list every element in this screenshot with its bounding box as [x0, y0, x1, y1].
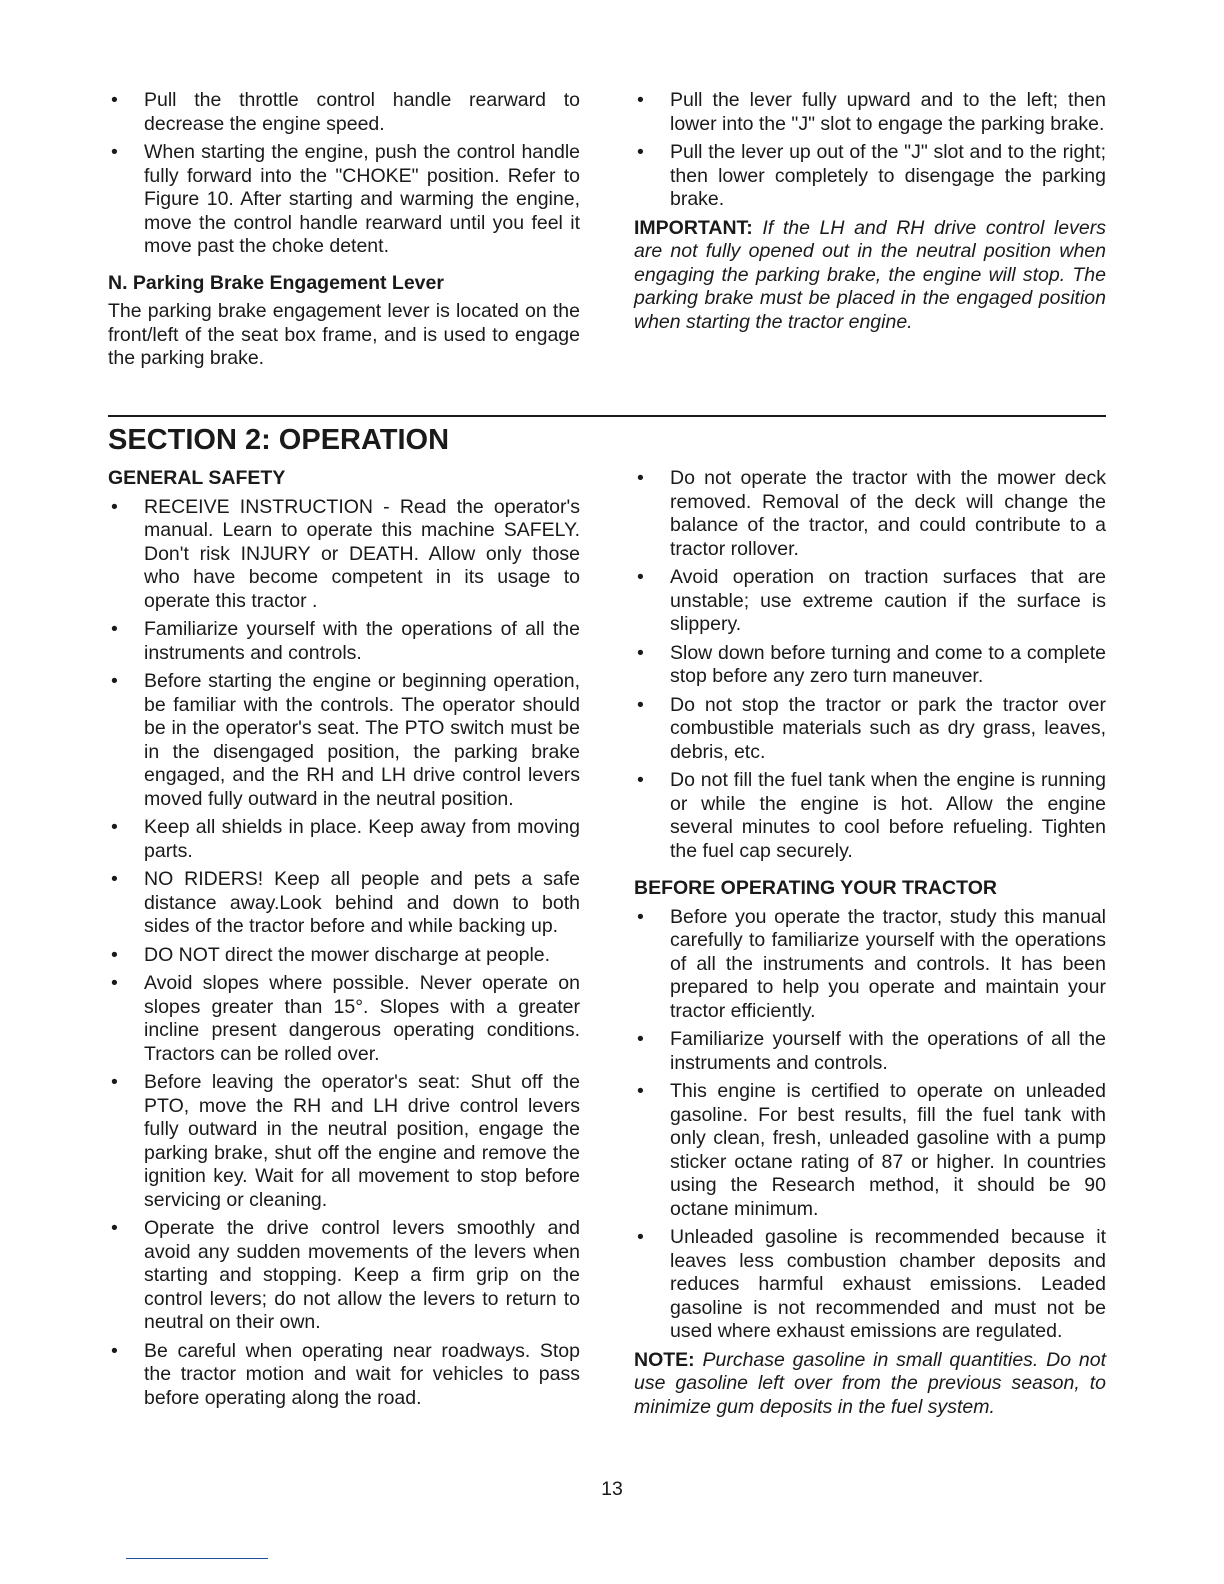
parking-brake-heading: N. Parking Brake Engagement Lever	[108, 271, 444, 294]
page-number: 13	[601, 1478, 623, 1500]
safety-continued-list	[634, 467, 1106, 863]
parking-brake-bullet-list	[634, 89, 1106, 212]
list-item: • Pull the lever fully upward and to the left; then lower into the "J" slot to engage the parking brake.	[634, 89, 1106, 136]
top-left-column	[108, 89, 580, 371]
list-item: • When starting the engine, push the control handle fully forward into the "CHOKE" position. Refer to Figure 10. After starting and warming the engine, move the control handle rearward until you feel it move past the choke detent.	[108, 141, 580, 259]
general-safety-heading: GENERAL SAFETY	[108, 467, 286, 489]
list-item: • Operate the drive control levers smoothly and avoid any sudden movements of the levers when starting and stopping. Keep a firm grip on the control levers; do not allow the levers to return to neutral on their own.	[108, 1217, 580, 1335]
list-item: • Unleaded gasoline is recommended because it leaves less combustion chamber deposits and reduces harmful exhaust emissions. Leaded gasoline is not recommended and must not be used where exhaust emissions are regulated.	[634, 1226, 1106, 1344]
list-item: • Slow down before turning and come to a complete stop before any zero turn maneuver.	[634, 642, 1106, 689]
list-item: • DO NOT direct the mower discharge at people.	[108, 944, 580, 968]
list-item: • Before you operate the tractor, study this manual carefully to familiarize yourself with the operations of all the instruments and controls. It has been prepared to help you operate and maintain your tractor efficiently.	[634, 906, 1106, 1024]
before-operating-list	[634, 906, 1106, 1344]
list-item: • Pull the throttle control handle rearward to decrease the engine speed.	[108, 89, 580, 136]
parking-brake-paragraph: The parking brake engagement lever is located on the front/left of the seat box frame, and is used to engage the parking brake.	[108, 300, 580, 369]
note-label: NOTE:	[634, 1348, 695, 1371]
important-label: IMPORTANT:	[634, 216, 753, 239]
list-item: • Pull the lever up out of the "J" slot and to the right; then lower completely to disengage the parking brake.	[634, 141, 1106, 212]
list-item: • This engine is certified to operate on unleaded gasoline. For best results, fill the fuel tank with only clean, fresh, unleaded gasoline with a pump sticker octane rating of 87 or higher. In countries using the Research method, it should be 90 octane minimum.	[634, 1080, 1106, 1221]
general-safety-column	[108, 467, 580, 1415]
list-item: • Do not operate the tractor with the mower deck removed. Removal of the deck will change the balance of the tractor, and could contribute to a tractor rollover.	[634, 467, 1106, 561]
list-item: • Familiarize yourself with the operations of all the instruments and controls.	[108, 618, 580, 665]
before-operating-heading: BEFORE OPERATING YOUR TRACTOR	[634, 877, 997, 899]
list-item: • Do not fill the fuel tank when the engine is running or while the engine is hot. Allow the engine several minutes to cool before refueling. Tighten the fuel cap securely.	[634, 769, 1106, 863]
important-note	[634, 217, 1106, 335]
top-right-column	[634, 89, 1106, 334]
throttle-bullet-list	[108, 89, 580, 259]
section-divider	[108, 415, 1106, 417]
list-item: • Be careful when operating near roadways. Stop the tractor motion and wait for vehicles to pass before operating along the road.	[108, 1340, 580, 1411]
note-text: Purchase gasoline in small quantities. Do not use gasoline left over from the previous season, to minimize gum deposits in the fuel system.	[634, 1348, 1106, 1418]
fuel-note	[634, 1349, 1106, 1420]
section-title: SECTION 2: OPERATION	[108, 424, 450, 456]
operation-right-column	[634, 467, 1106, 1419]
list-item: • RECEIVE INSTRUCTION - Read the operator's manual. Learn to operate this machine SAFELY. Don't risk INJURY or DEATH. Allow only those who have become competent in its usage to operate this tractor .	[108, 496, 580, 614]
list-item: • Familiarize yourself with the operations of all the instruments and controls.	[634, 1028, 1106, 1075]
list-item: • Keep all shields in place. Keep away from moving parts.	[108, 816, 580, 863]
list-item: • Avoid slopes where possible. Never operate on slopes greater than 15°. Slopes with a greater incline present dangerous operating conditions. Tractors can be rolled over.	[108, 972, 580, 1066]
footer-link-underline	[126, 1558, 268, 1559]
list-item: • NO RIDERS! Keep all people and pets a safe distance away.Look behind and down to both sides of the tractor before and while backing up.	[108, 868, 580, 939]
important-text: If the LH and RH drive control levers are not fully opened out in the neutral position when engaging the parking brake, the engine will stop. The parking brake must be placed in the engaged position when starting the tractor engine.	[634, 216, 1106, 333]
list-item: • Before leaving the operator's seat: Shut off the PTO, move the RH and LH drive control levers fully outward in the neutral position, engage the parking brake, shut off the engine and remove the ignition key. Wait for all movement to stop before servicing or cleaning.	[108, 1071, 580, 1212]
list-item: • Avoid operation on traction surfaces that are unstable; use extreme caution if the surface is slippery.	[634, 566, 1106, 637]
general-safety-list	[108, 496, 580, 1411]
list-item: • Before starting the engine or beginning operation, be familiar with the controls. The operator should be in the operator's seat. The PTO switch must be in the disengaged position, the parking brake engaged, and the RH and LH drive control levers moved fully outward in the neutral position.	[108, 670, 580, 811]
list-item: • Do not stop the tractor or park the tractor over combustible materials such as dry grass, leaves, debris, etc.	[634, 694, 1106, 765]
